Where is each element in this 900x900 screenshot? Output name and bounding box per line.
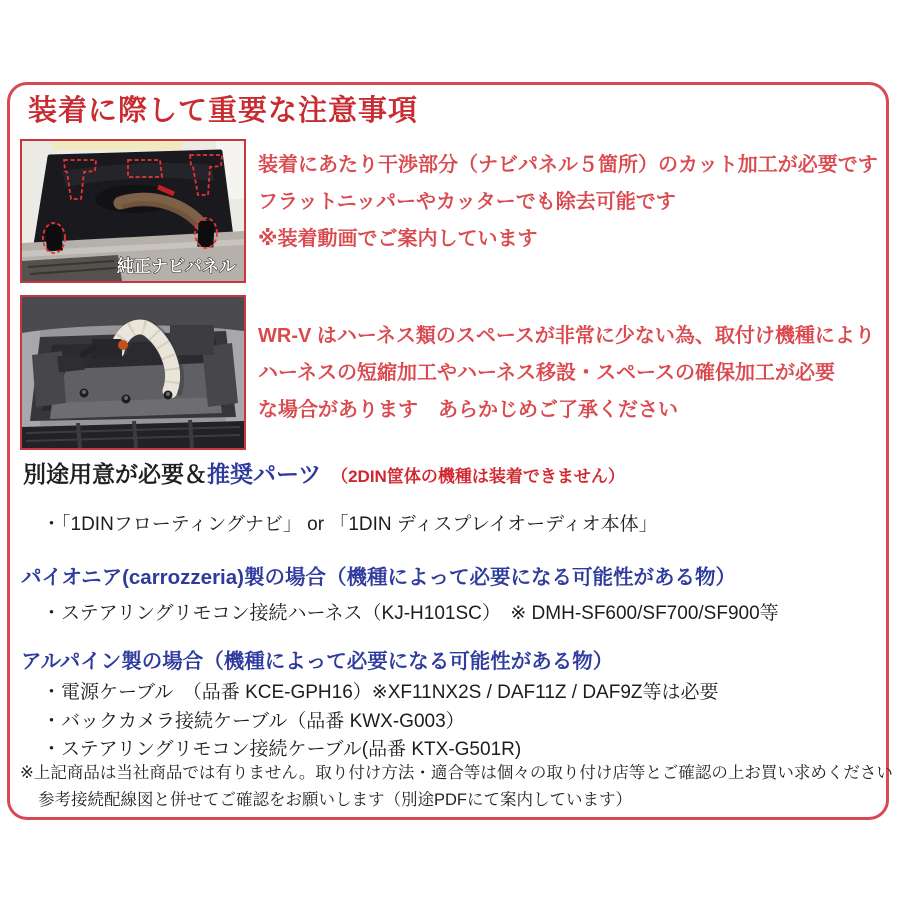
note-harness-space (258, 318, 875, 429)
section-heading-required-parts (23, 456, 625, 489)
section-heading-pioneer: パイオニア(carrozzeria)製の場合（機種によって必要になる可能性がある物） (21, 566, 736, 589)
navi-panel-photo-illustration (22, 141, 244, 281)
heading-required-note: （2DIN筐体の機種は装着できません） (331, 467, 625, 486)
note-line: フラットニッパーやカッターでも除去可能です (258, 191, 676, 213)
page-title: 装着に際して重要な注意事項 (28, 95, 419, 127)
note-panel-cut (258, 147, 878, 258)
photo-genuine-navi-panel (20, 139, 246, 283)
note-line: 装着にあたり干渉部分（ナビパネル５箇所）のカット加工が必要です (258, 154, 878, 176)
note-line: WR-V はハーネス類のスペースが非常に少ない為、取付け機種により (258, 325, 875, 347)
note-line: な場合があります あらかじめご了承ください (258, 399, 678, 421)
footer-disclaimer (20, 760, 893, 814)
note-line: ※装着動画でご案内しています (258, 228, 538, 250)
footer-line: 参考接続配線図と併せてご確認をお願いします（別途PDFにて案内しています） (38, 791, 632, 809)
alpine-item: ・電源ケーブル （品番 KCE-GPH16）※XF11NX2S / DAF11Z / DAF9Z等は必要 (42, 682, 719, 703)
footer-line: ※上記商品は当社商品では有りません。取り付け方法・適合等は個々の取り付け店等とご確認の上お買い求めください (20, 764, 893, 782)
required-item: ・「1DINフローティングナビ」 or 「1DIN ディスプレイオーディオ本体」 (42, 514, 658, 535)
section-heading-alpine: アルパイン製の場合（機種によって必要になる可能性がある物） (21, 650, 614, 673)
photo-caption: 純正ナビパネル (117, 257, 236, 276)
dashboard-photo-illustration (22, 297, 244, 448)
heading-required-blue: 推奨パーツ (207, 461, 322, 487)
alpine-items (42, 679, 719, 765)
alpine-item: ・ステアリングリモコン接続ケーブル(品番 KTX-G501R) (42, 739, 522, 760)
photo-dashboard-harness (20, 295, 246, 450)
alpine-item: ・バックカメラ接続ケーブル（品番 KWX-G003） (42, 710, 465, 732)
pioneer-item: ・ステアリングリモコン接続ハーネス（KJ-H101SC） ※ DMH-SF600/SF700/SF900等 (42, 603, 779, 624)
heading-required-black: 別途用意が必要＆ (23, 461, 207, 487)
note-line: ハーネスの短縮加工やハーネス移設・スペースの確保加工が必要 (258, 362, 835, 384)
